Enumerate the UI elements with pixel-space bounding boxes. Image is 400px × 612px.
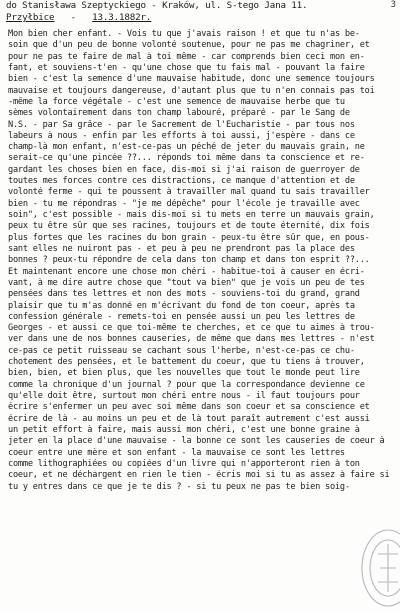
recipient-name: do Stanisława Szeptyckiego [6,0,146,11]
letter-line: confession générale - remets-toi en pensée aussi un peu les lettres de [8,311,355,322]
letter-line: ver dans une de nos bonnes causeries, de même que dans mes lettres - n'est [8,334,375,345]
letter-line: -même la force végétale - c'est une semence de mauvaise herbe que tu [8,96,345,107]
letter-line: plus fortes que les racines du bon grain - peux-tu être sûr que, en pous- [8,232,370,243]
letter-line: bien, bien, et bien plus, que les nouvelles que tout le monde peut lire [8,368,360,379]
letter-line: Mon bien cher enfant. - Vois tu que j'avais raison ! et que tu n'as be- [8,29,360,39]
letter-line: pensées dans tes lettres et non des mots - souviens-toi du grand, grand [8,289,360,300]
letter-line: coeur entre une mère et son enfant - la mauvaise ce sont les lettres [8,447,345,458]
letter-line: fant, et souviens-t'en - qu'une chose que tu fais mal - pouvant la faire [8,62,365,73]
letter-line: comme lithographiées ou copiées d'un livre qui n'apporteront rien à ton [8,458,360,469]
recipient-address: Kraków, ul. S-tego Jana 11. [162,0,308,11]
letter-body [8,29,392,493]
letter-line: ce-pas ce petit ruisseau se cachant sous l'herbe, n'est-ce-pas ce chu- [8,345,355,356]
letter-line: coeur, et ne déchargent en rien le tien - écris moi si tu as assez à faire si [8,470,390,481]
recipient-address-line [6,0,394,12]
archive-stamp-image [352,524,400,610]
letter-line: serait-ce qu'une pincée ??... réponds toi même dans ta conscience et re- [8,153,365,164]
origin-place: Przyłbice [6,12,55,23]
header-separator: - [145,0,163,11]
letter-line: tu y entres dans ce que je te dis ? - si tu peux ne pas te bien soig- [8,481,350,492]
letter-line: Et maintenant encore une chose mon chéri - habitue-toi à causer en écri- [8,266,365,277]
letter-line: bien - tu me répondras - "je me dépêche" pour l'école je travaille avec [8,198,360,209]
letter-line: soin que d'un peu de bonne volonté soutenue, pour ne pas me chagriner, et [8,40,370,51]
letter-line: écrire de là - au moins un peu et de là tout paraît autrement c'est aussi [8,413,370,424]
letter-line: comme la chronique d'un journal ? pour que la correspondance devienne ce [8,379,365,390]
letter-line: vant, à me dire autre chose que "tout va bien" que je vois un peu de tes [8,277,365,288]
letter-header [6,0,394,26]
letter-line: toutes mes forces contre ces distractions, ce manque d'attention et de [8,176,355,187]
header-separator: - [54,12,93,23]
letter-line: champ-là mon enfant, n'est-ce-pas un péché de jeter du mauvais grain, ne [8,142,365,153]
letter-line: jeter en la place d'une mauvaise - la bonne ce sont les causeries de coeur à [8,436,385,447]
letter-line: qu'elle doit être, surtout mon chéri entre nous - il faut toujours pour [8,391,360,401]
letter-line: soin", c'est possible - mais dis-moi si tu mets en terre un mauvais grain, [8,210,375,220]
letter-line: plaisir que tu m'as donné en m'écrivant du fond de ton coeur, après ta [8,300,355,311]
letter-line: N.S. - par Sa grâce - par le Sacrement de l'Eucharistie - par tous nos [8,119,355,130]
letter-line: sant elles ne nuiront pas - et peu à peu ne prendront pas la place des [8,243,355,254]
letter-line: bien - c'est la semence d'une mauvaise habitude, donc une semence toujours [8,74,375,85]
letter-line: un petit effort à faire, mais aussi mon chéri, c'est une bonne graine à [8,424,360,435]
letter-line: écrire s'enfermer un peu avec soi même dans son coeur et sa conscience et [8,402,370,413]
letter-line: chotement des pensées, et le battement du coeur, que tu tiens à trouver, [8,357,365,368]
letter-line: sèmes volontairement dans ton champ labouré, préparé - par le Sang de [8,108,350,119]
page-number: 3 [390,0,396,10]
letter-line: volonté ferme - qui te poussent à travailler mal quand tu sais travailler [8,187,370,198]
letter-line: bonnes ? peux-tu répondre de cela dans ton champ et dans ton esprit ??... [8,255,370,266]
letter-date: 13.3.1882r. [92,12,152,23]
letter-line: mauvaise et toujours dangereuse, d'autant plus que tu n'en connais pas toi [8,85,375,96]
letter-line: labeurs à nous - enfin par les efforts à toi aussi, j'espère - dans ce [8,130,355,141]
letter-line: gardant les choses bien en face, dis-moi si j'ai raison de guerroyer de [8,164,360,175]
origin-date-line [6,12,394,24]
letter-line: pour ne pas te faire de mal à toi même - car comprends bien ceci mon en- [8,51,365,62]
letter-line: peux tu être sûr que ses racines, toujours et de toute éternité, dix fois [8,221,370,232]
letter-line: Georges - et aussi ce que toi-même te cherches, et ce que tu aimes à trou- [8,323,375,334]
